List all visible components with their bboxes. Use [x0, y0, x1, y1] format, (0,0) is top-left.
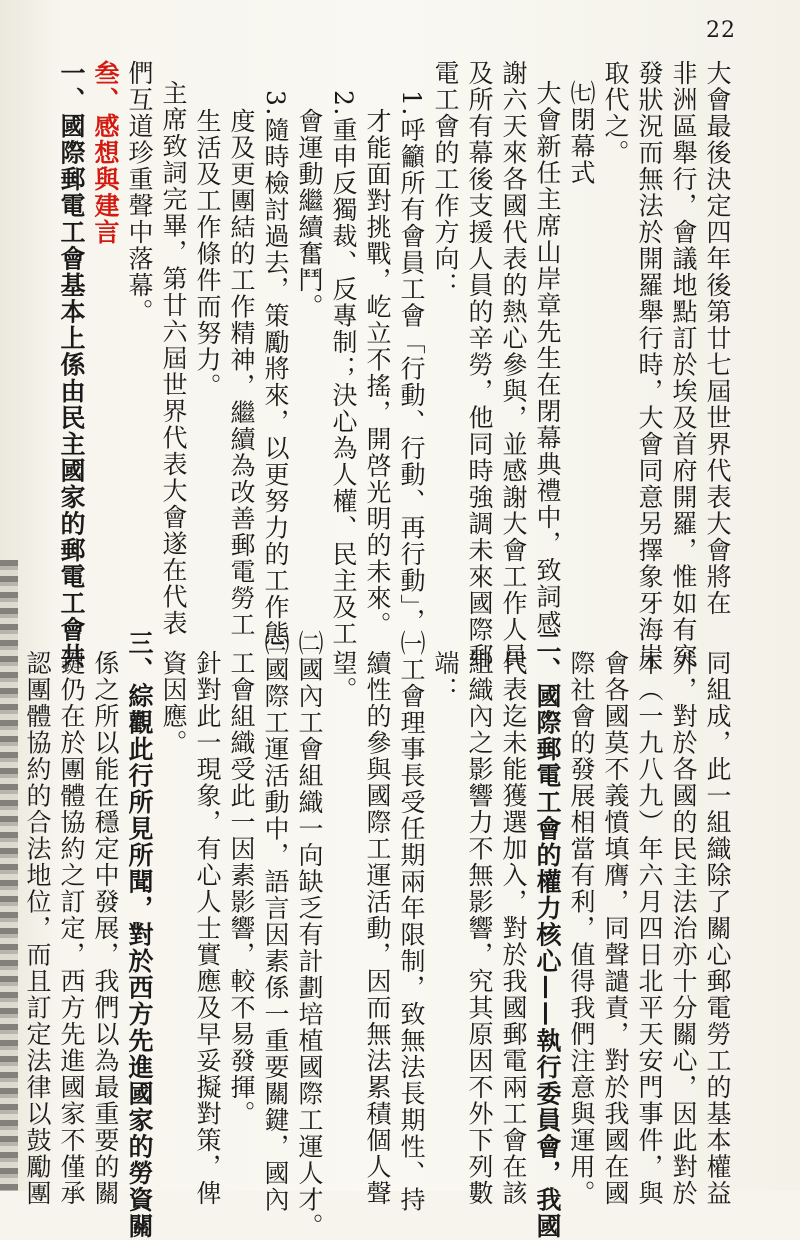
text-column: 外，對於各國的民主法治亦十分關心，因此對於 — [669, 650, 698, 1207]
text-column: 非洲區舉行，會議地點訂於埃及首府開羅，惟如有突 — [669, 60, 698, 670]
section-heading: 叁、感想與建言 — [91, 60, 120, 246]
text-column: 2.重申反獨裁、反專制；決心為人權、民主及工 — [329, 90, 358, 647]
text-column: ㈦閉幕式 — [567, 80, 596, 186]
text-column: 們互道珍重聲中落幕。 — [125, 60, 154, 325]
text-column: 代表迄未能獲選加入，對於我國郵電兩工會在該 — [499, 650, 528, 1207]
text-column: 三、綜觀此行所見所聞，對於西方先進國家的勞資關 — [125, 630, 154, 1240]
text-column: 才能面對挑戰，屹立不搖，開啓光明的未來。 — [363, 108, 392, 638]
text-column: 生活及工作條件而努力。 — [193, 108, 222, 400]
text-column: 3.隨時檢討過去，策勵將來，以更努力的工作態 — [261, 90, 290, 647]
text-column: 望。 — [329, 650, 358, 703]
text-column: 鍵仍在於團體協約之訂定，西方先進國家不僅承 — [57, 650, 86, 1207]
text-column: 主席致詞完畢，第廿六屆世界代表大會遂在代表 — [159, 80, 188, 637]
text-column: 際社會的發展相當有利，值得我們注意與運用。 — [567, 650, 596, 1207]
text-column: 組織內之影響力不無影響，究其原因不外下列數 — [465, 650, 494, 1207]
text-column: 資因應。 — [159, 650, 188, 756]
text-column: 同組成，此一組織除了關心郵電勞工的基本權益 — [703, 650, 732, 1207]
text-column: 度及更團結的工作精神，繼續為改善郵電勞工 — [227, 108, 256, 638]
text-column: 針對此一現象，有心人士實應及早妥擬對策，俾 — [193, 650, 222, 1207]
text-column: 謝六天來各國代表的熱心參與，並感謝大會工作人員 — [499, 60, 528, 670]
text-column: 認團體協約的合法地位，而且訂定法律以鼓勵團 — [23, 650, 52, 1207]
text-column: 續性的參與國際工運活動，因而無法累積個人聲 — [363, 650, 392, 1207]
text-column: 大會新任主席山岸章先生在閉幕典禮中，致詞感 — [533, 80, 562, 637]
text-column: 及所有幕後支援人員的辛勞，他同時強調未來國際郵 — [465, 60, 494, 670]
text-column: 本（一九八九）年六月四日北平天安門事件，與 — [635, 650, 664, 1207]
text-column: 發狀況而無法於開羅舉行時，大會同意另擇象牙海岸 — [635, 60, 664, 670]
text-column: ㈢國際工運活動中，語言因素係一重要關鍵，國內 — [261, 630, 290, 1213]
text-column: 會運動繼續奮鬥。 — [295, 108, 324, 320]
text-column: 工會組織受此一因素影響，較不易發揮。 — [227, 650, 256, 1127]
text-column: 大會最後決定四年後第廿七屆世界代表大會將在 — [703, 60, 732, 617]
text-column: 電工會的工作方向： — [431, 60, 460, 299]
text-column: 1.呼籲所有會員工會「行動、行動、再行動」， — [397, 90, 426, 635]
text-column: ㈠工會理事長受任期兩年限制，致無法長期性、持 — [397, 630, 426, 1213]
text-column: 一、國際郵電工會基本上係由民主國家的郵電工會共 — [57, 60, 86, 670]
text-column: 二、國際郵電工會的權力核心——執行委員會，我國 — [533, 630, 562, 1240]
text-column: ㈡國內工會組織一向缺乏有計劃培植國際工運人才。 — [295, 630, 324, 1240]
book-spine-edge — [0, 560, 18, 1191]
text-column: 係之所以能在穩定中發展，我們以為最重要的關 — [91, 650, 120, 1207]
text-column: 會各國莫不義憤填膺，同聲譴責，對於我國在國 — [601, 650, 630, 1207]
text-column: 取代之。 — [601, 60, 630, 166]
text-column: 端： — [431, 650, 460, 703]
page-number: 22 — [706, 18, 736, 43]
